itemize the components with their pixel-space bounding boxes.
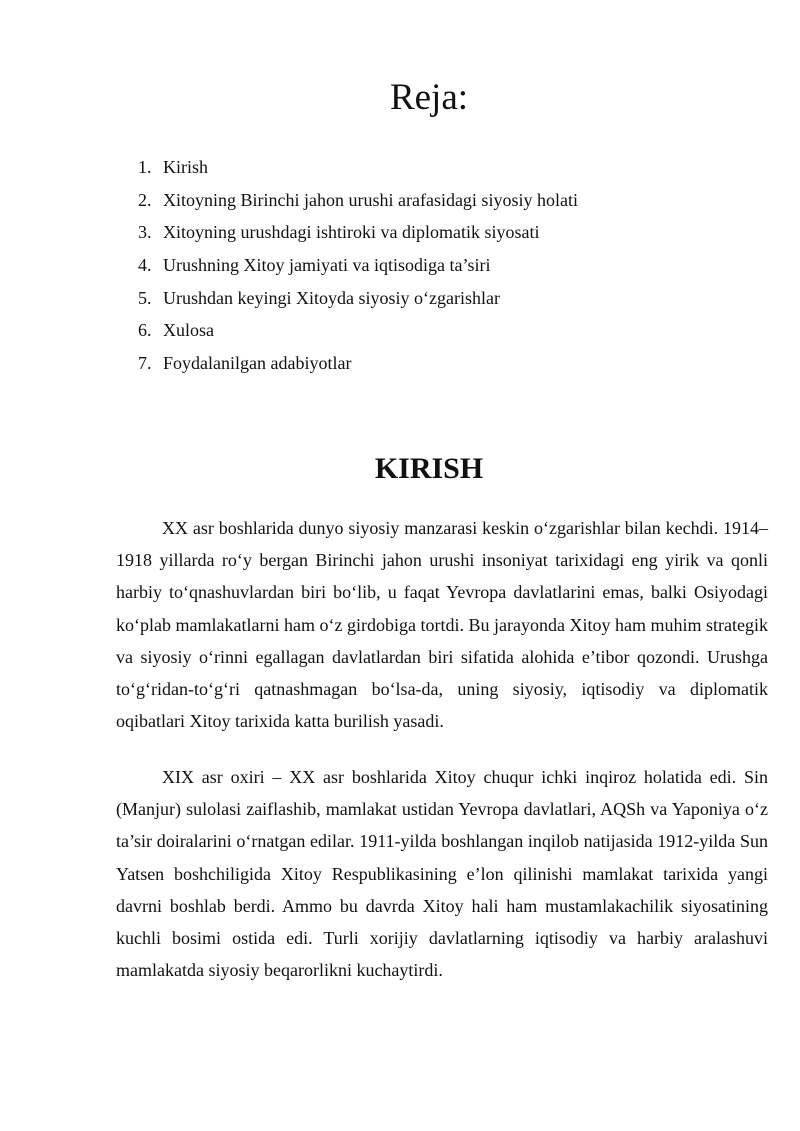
- plan-item: [138, 151, 578, 184]
- plan-item: [138, 216, 578, 249]
- section-heading: KIRISH: [374, 452, 484, 485]
- plan-item: [138, 184, 578, 217]
- body-paragraph: XIX asr oxiri – XX asr boshlarida Xitoy chuqur ichki inqiroz holatida edi. Sin (Manjur) sulolasi zaiflashib, mamlakat ustidan Yevropa davlatlari, AQSh va Yaponiya o‘z ta’sir doiralarini o‘rnatgan edilar. 1911-yilda boshlangan inqilob natijasida 1912-yilda Sun Yatsen boshchiligida Xitoy Respublikasining e’lon qilinishi mamlakat tarixida yangi davrni boshlab berdi. Ammo bu davrda Xitoy hali ham mustamlakachilik siyosatining kuchli bosimi ostida edi. Turli xorijiy davlatlarning iqtisodiy va harbiy aralashuvi mamlakatda siyosiy beqarorlikni kuchaytirdi.: [116, 767, 768, 981]
- plan-item-number: 1.: [138, 157, 152, 177]
- plan-item: [138, 347, 578, 380]
- plan-item-label: Urushning Xitoy jamiyati va iqtisodiga ta’siri: [163, 255, 491, 276]
- plan-item-label: Xitoyning Birinchi jahon urushi arafasidagi siyosiy holati: [163, 189, 578, 210]
- plan-item: [138, 282, 578, 315]
- plan-item-number: 7.: [138, 353, 152, 374]
- plan-item-label: Kirish: [163, 157, 208, 177]
- plan-item: [138, 249, 578, 282]
- plan-list: [138, 151, 578, 380]
- plan-item-number: 6.: [138, 320, 152, 341]
- plan-item-label: Xitoyning urushdagi ishtiroki va diplomatik siyosati: [163, 222, 540, 243]
- plan-item-number: 2.: [138, 189, 152, 210]
- plan-item-label: Urushdan keyingi Xitoyda siyosiy o‘zgarishlar: [163, 287, 500, 308]
- plan-item-number: 4.: [138, 255, 152, 276]
- plan-item-number: 3.: [138, 222, 152, 243]
- plan-item-label: Xulosa: [163, 320, 214, 341]
- plan-item-number: 5.: [138, 287, 152, 308]
- plan-title: Reja:: [389, 77, 469, 118]
- body-paragraph: XX asr boshlarida dunyo siyosiy manzarasi keskin o‘zgarishlar bilan kechdi. 1914–1918 yillarda ro‘y bergan Birinchi jahon urushi insoniyat tarixidagi eng yirik va qonli harbiy to‘qnashuvlardan biri bo‘lib, u faqat Yevropa davlatlarini emas, balki Osiyodagi ko‘plab mamlakatlarni ham o‘z girdobiga tortdi. Bu jarayonda Xitoy ham muhim strategik va siyosiy o‘rinni egallagan davlatlardan biri sifatida alohida e’tibor qozondi. Urushga to‘g‘ridan-to‘g‘ri qatnashmagan bo‘lsa-da, uning siyosiy, iqtisodiy va diplomatik oqibatlari Xitoy tarixida katta burilish yasadi.: [116, 518, 768, 732]
- plan-item: [138, 314, 578, 347]
- plan-item-label: Foydalanilgan adabiyotlar: [163, 353, 352, 374]
